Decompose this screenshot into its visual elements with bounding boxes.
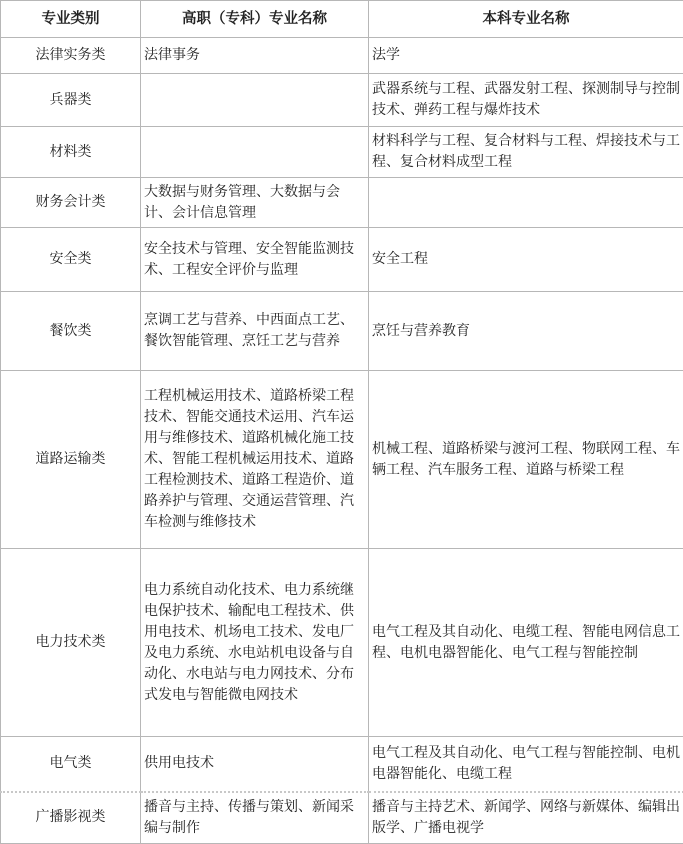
vocational-cell	[141, 74, 369, 127]
vocational-cell	[141, 127, 369, 178]
category-cell: 法律实务类	[1, 38, 141, 74]
undergraduate-cell: 武器系统与工程、武器发射工程、探测制导与控制技术、弹药工程与爆炸技术	[369, 74, 683, 127]
table-row	[1, 737, 683, 792]
undergraduate-cell: 烹饪与营养教育	[369, 292, 683, 371]
undergraduate-cell: 电气工程及其自动化、电缆工程、智能电网信息工程、电机电器智能化、电气工程与智能控制	[369, 549, 683, 737]
table-row	[1, 228, 683, 292]
table-row	[1, 549, 683, 737]
category-cell: 广播影视类	[1, 792, 141, 844]
undergraduate-cell	[369, 178, 683, 228]
category-cell: 材料类	[1, 127, 141, 178]
vocational-cell: 供用电技术	[141, 737, 369, 792]
vocational-cell: 工程机械运用技术、道路桥梁工程技术、智能交通技术运用、汽车运用与维修技术、道路机械化施工技术、智能工程机械运用技术、道路工程检测技术、道路工程造价、道路养护与管理、交通运营管理、汽车检测与维修技术	[141, 371, 369, 549]
header-undergraduate: 本科专业名称	[369, 1, 683, 38]
category-cell: 道路运输类	[1, 371, 141, 549]
table-row	[1, 74, 683, 127]
category-cell: 电力技术类	[1, 549, 141, 737]
undergraduate-cell: 材料科学与工程、复合材料与工程、焊接技术与工程、复合材料成型工程	[369, 127, 683, 178]
table-row	[1, 38, 683, 74]
vocational-cell: 安全技术与管理、安全智能监测技术、工程安全评价与监理	[141, 228, 369, 292]
vocational-cell: 电力系统自动化技术、电力系统继电保护技术、输配电工程技术、供用电技术、机场电工技术、发电厂及电力系统、水电站机电设备与自动化、水电站与电力网技术、分布式发电与智能微电网技术	[141, 549, 369, 737]
undergraduate-cell: 法学	[369, 38, 683, 74]
table-row	[1, 792, 683, 844]
vocational-cell: 烹调工艺与营养、中西面点工艺、餐饮智能管理、烹饪工艺与营养	[141, 292, 369, 371]
header-row	[1, 1, 683, 38]
category-cell: 财务会计类	[1, 178, 141, 228]
header-category: 专业类别	[1, 1, 141, 38]
table-row	[1, 292, 683, 371]
undergraduate-cell: 安全工程	[369, 228, 683, 292]
category-cell: 兵器类	[1, 74, 141, 127]
table-row	[1, 178, 683, 228]
undergraduate-cell: 机械工程、道路桥梁与渡河工程、物联网工程、车辆工程、汽车服务工程、道路与桥梁工程	[369, 371, 683, 549]
vocational-cell: 播音与主持、传播与策划、新闻采编与制作	[141, 792, 369, 844]
vocational-cell: 法律事务	[141, 38, 369, 74]
vocational-cell: 大数据与财务管理、大数据与会计、会计信息管理	[141, 178, 369, 228]
category-cell: 电气类	[1, 737, 141, 792]
category-cell: 餐饮类	[1, 292, 141, 371]
undergraduate-cell: 电气工程及其自动化、电气工程与智能控制、电机电器智能化、电缆工程	[369, 737, 683, 792]
header-vocational: 高职（专科）专业名称	[141, 1, 369, 38]
category-cell: 安全类	[1, 228, 141, 292]
table-row	[1, 371, 683, 549]
undergraduate-cell: 播音与主持艺术、新闻学、网络与新媒体、编辑出版学、广播电视学	[369, 792, 683, 844]
table-row	[1, 127, 683, 178]
